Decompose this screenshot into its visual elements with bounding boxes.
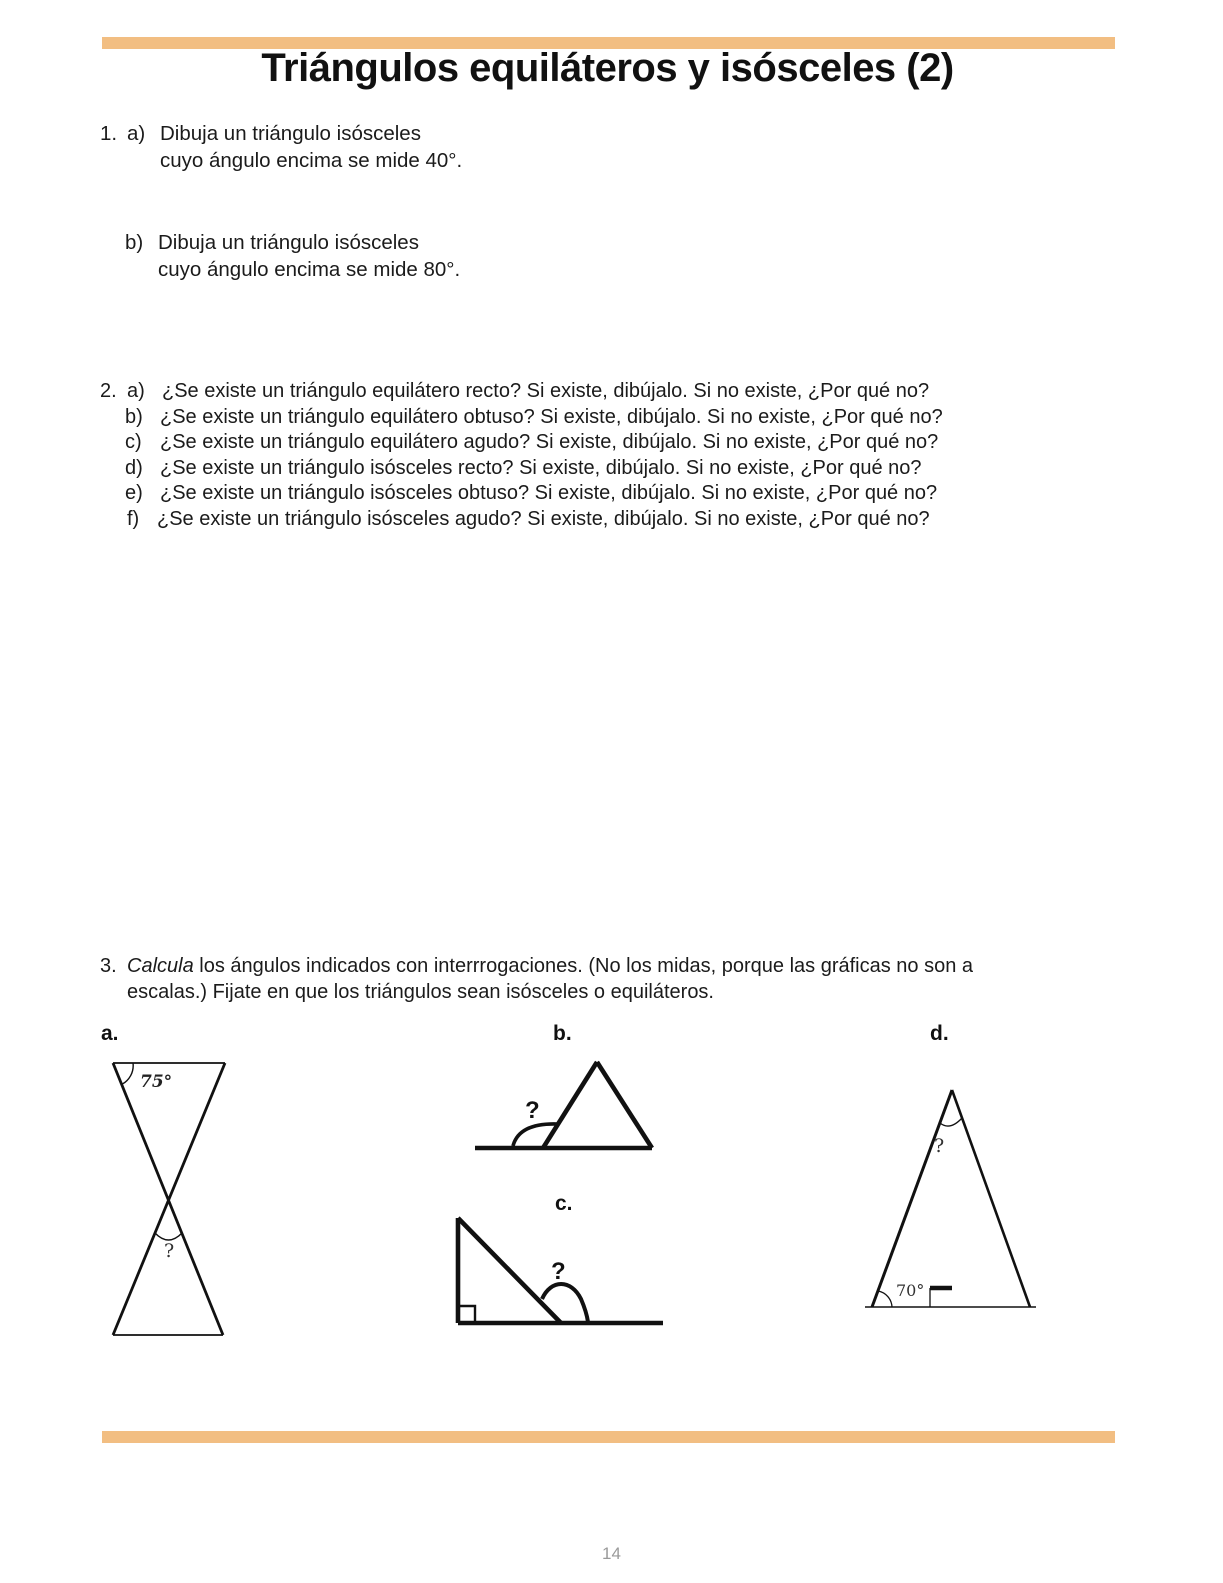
figure-b-right-side xyxy=(597,1062,652,1148)
figure-a-75-angle-arc xyxy=(122,1063,134,1085)
item-2c-label: c) xyxy=(125,431,142,453)
question-1a xyxy=(100,120,462,174)
figure-d-70-angle-arc xyxy=(878,1291,892,1307)
item-2c-text: ¿Se existe un triángulo equilátero agudo? Si existe, dibújalo. Si no existe, ¿Por qué no? xyxy=(160,431,939,453)
figure-a-drawing xyxy=(100,1050,245,1350)
figure-b-left-side xyxy=(543,1062,597,1148)
figure-b-question-mark: ? xyxy=(525,1097,540,1124)
figure-a-question-mark: ? xyxy=(164,1240,175,1262)
question-3-text-line2: escalas.) Fijate en que los triángulos sean isósceles o equiláteros. xyxy=(127,981,714,1003)
figure-a-unknown-angle-arc xyxy=(155,1233,182,1240)
figure-a-known-angle-label: 75° xyxy=(140,1072,173,1092)
item-2f-text: ¿Se existe un triángulo isósceles agudo? Si existe, dibújalo. Si no existe, ¿Por qué no? xyxy=(157,507,930,530)
question-3 xyxy=(100,953,973,1005)
item-2f-label: f) xyxy=(127,507,140,530)
bottom-accent-bar xyxy=(102,1431,1115,1443)
figure-b-label: b. xyxy=(553,1022,572,1045)
figure-a-label: a. xyxy=(101,1022,119,1045)
item-1a-text-line2: cuyo ángulo encima se mide 40°. xyxy=(160,149,463,172)
question-1-number: 1. xyxy=(100,122,118,145)
question-2 xyxy=(100,379,943,532)
item-2b-text: ¿Se existe un triángulo equilátero obtuso? Si existe, dibújalo. Si no existe, ¿Por qué no? xyxy=(160,405,943,428)
item-2a-text: ¿Se existe un triángulo equilátero recto? Si existe, dibújalo. Si no existe, ¿Por qué no? xyxy=(162,380,930,402)
figure-c-hypotenuse xyxy=(458,1218,561,1323)
figure-d-right-side xyxy=(952,1090,1030,1307)
item-2d-label: d) xyxy=(125,456,143,479)
item-2d-text: ¿Se existe un triángulo isósceles recto? Si existe, dibújalo. Si no existe, ¿Por qué no? xyxy=(160,456,922,479)
item-2e-label: e) xyxy=(125,482,143,504)
figure-d-drawing xyxy=(850,1060,1050,1320)
figure-d-apex-angle-arc xyxy=(940,1118,962,1126)
question-1b xyxy=(125,229,460,283)
figure-c-unknown-angle-arc xyxy=(542,1284,588,1322)
question-2-number: 2. xyxy=(100,380,117,402)
question-3-number: 3. xyxy=(100,955,117,977)
page-title: Triángulos equiláteros y isósceles (2) xyxy=(261,46,954,90)
figure-d-label: d. xyxy=(930,1022,949,1045)
figure-c-right-angle-mark xyxy=(458,1306,475,1323)
figure-c-label: c. xyxy=(555,1192,573,1215)
question-3-text-line1: los ángulos indicados con interrrogaciones. (No los midas, porque las gráficas no son a xyxy=(193,955,974,977)
figure-c-question-mark: ? xyxy=(551,1258,566,1285)
figure-d-question-mark: ? xyxy=(934,1135,945,1157)
item-2b-label: b) xyxy=(125,405,143,428)
figure-c-drawing xyxy=(440,1195,680,1330)
figure-d-left-side xyxy=(872,1090,952,1307)
item-1b-text-line2: cuyo ángulo encima se mide 80°. xyxy=(158,258,461,281)
item-1b-text-line1: Dibuja un triángulo isósceles xyxy=(158,231,419,254)
question-3-italic-word: Calcula xyxy=(127,955,194,977)
figure-d-known-angle-label: 70° xyxy=(896,1281,925,1300)
figure-b-drawing xyxy=(440,1040,670,1158)
item-2e-text: ¿Se existe un triángulo isósceles obtuso? Si existe, dibújalo. Si no existe, ¿Por qué no? xyxy=(160,482,938,504)
item-1b-label: b) xyxy=(125,231,144,254)
item-2a-label: a) xyxy=(127,380,145,402)
page-number: 14 xyxy=(602,1544,621,1563)
item-1a-label: a) xyxy=(127,122,146,145)
item-1a-text-line1: Dibuja un triángulo isósceles xyxy=(160,122,421,145)
